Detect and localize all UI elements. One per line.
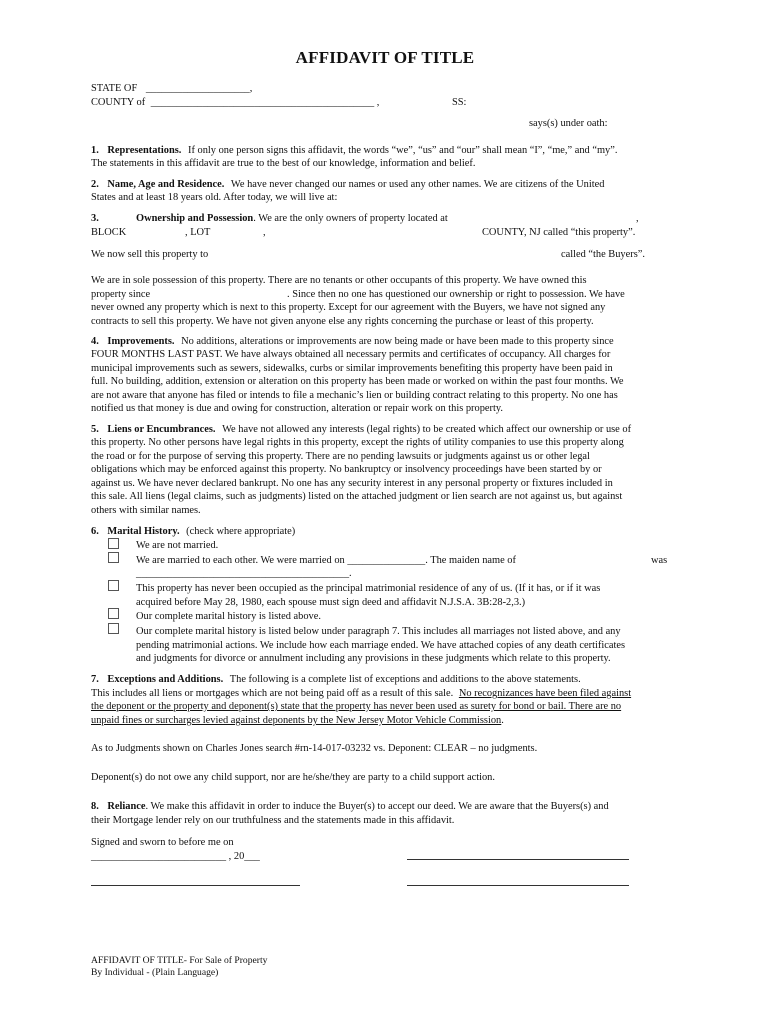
lot-comma: , [263, 227, 266, 238]
section-4-text: No additions, alterations or improvements are now being made or have been made to this property since [181, 336, 614, 347]
section-7-line-2a: This includes all liens or mortgages which are not being paid off as a result of this sale. [91, 688, 454, 699]
section-2-text: We have never changed our names or used any other names. We are citizens of the United [230, 179, 605, 190]
possession-line-3: never owned any property which is next to this property. Except for our agreement with the Buyers, we have not signed any [91, 302, 606, 313]
section-1-heading: Representations. [107, 145, 182, 156]
section-4-heading: Improvements. [107, 336, 175, 347]
section-5-line-2: this property. No other persons have legal rights in this property, except the rights of utility companies to use this property along [91, 437, 624, 448]
section-7-number: 7. [91, 674, 99, 685]
buyers-label: called “the Buyers”. [561, 249, 645, 260]
section-7-line-2 [91, 687, 631, 700]
county-blank: ___________________________________________ , [150, 97, 380, 108]
section-1-text: If only one person signs this affidavit, the words “we”, “us” and “our” shall mean “I”, “me,” and “my”. [188, 145, 618, 156]
state-blank: ____________________, [145, 83, 253, 94]
section-8-heading: Reliance [107, 801, 146, 812]
checkbox-history-below[interactable] [108, 623, 119, 634]
section-2-heading: Name, Age and Residence. [107, 179, 225, 190]
section-3-number: 3. [91, 213, 99, 224]
section-6-heading: Marital History. [107, 526, 180, 537]
section-5-line-5: against us. We have never declared bankrupt. No one has any security interest in any personal property or fixtures included in [91, 478, 613, 489]
section-8-number: 8. [91, 801, 99, 812]
section-3-heading: Ownership and Possession [136, 213, 254, 224]
section-2-number: 2. [91, 179, 99, 190]
possession-line-4: contracts to sell this property. We have not given anyone else any rights concerning the purchase or least of this property. [91, 316, 594, 327]
section-7-line-4 [91, 714, 504, 727]
possession-line-2b: . Since then no one has questioned our ownership or right to possession. We have [287, 289, 625, 300]
option-history-above: Our complete marital history is listed above. [136, 611, 321, 622]
section-7-line-1 [91, 673, 581, 686]
section-5-line-7: others with similar names. [91, 505, 201, 516]
state-label: STATE OF [91, 83, 138, 94]
section-5-line-1 [91, 423, 631, 436]
option-history-below-1: Our complete marital history is listed below under paragraph 7. This includes all marriages not listed above, and any [136, 626, 621, 637]
section-7-line-4a: unpaid fines or surcharges levied against deponents by the New Jersey Motor Vehicle Commission [91, 715, 502, 726]
section-1-number: 1. [91, 145, 99, 156]
section-4-number: 4. [91, 336, 99, 347]
section-6-number: 6. [91, 526, 99, 537]
section-7-line-3: the deponent or the property and deponent(s) state that the property has never been used as surety for bond or bail. There are no [91, 701, 622, 712]
checkbox-married[interactable] [108, 552, 119, 563]
section-1-line-1 [91, 144, 617, 157]
block-label: BLOCK [91, 227, 127, 238]
option-history-below-2: pending matrimonial actions. We include how each marriage ended. We have attached copies of any death certificates [136, 640, 625, 651]
county-line [91, 96, 379, 109]
section-5-line-3: the road or for the purpose of serving this property. There are no pending lawsuits or judgments against us or other legal [91, 451, 590, 462]
maiden-name-blank: _________________________________________. [136, 568, 352, 579]
option-never-occupied-2: acquired before May 28, 1980, each spouse must sign deed and affidavit N.J.S.A. 3B:28-2,3.) [136, 597, 526, 608]
signature-line-1[interactable] [407, 859, 629, 860]
sell-to-label: We now sell this property to [91, 249, 209, 260]
section-5-number: 5. [91, 424, 99, 435]
option-married: We are married to each other. We were married on _______________. The maiden name of [136, 555, 516, 566]
option-married-was: was [651, 555, 668, 566]
section-7-heading: Exceptions and Additions. [107, 674, 224, 685]
section-4-line-3: municipal improvements such as sewers, sidewalks, curbs or similar improvements benefiting this property have been paid in [91, 363, 613, 374]
county-label: COUNTY of [91, 97, 146, 108]
says-under-oath: says(s) under oath: [529, 118, 608, 129]
possession-line-2a: property since [91, 289, 151, 300]
section-5-line-6: this sale. All liens (legal claims, such as judgments) listed on the attached judgment or lien search are not against us, but against [91, 491, 623, 502]
section-5-heading: Liens or Encumbrances. [107, 424, 216, 435]
judgments-statement: As to Judgments shown on Charles Jones search #rn-14-017-03232 vs. Deponent: CLEAR – no judgments. [91, 743, 538, 754]
footer-line-2: By Individual - (Plain Language) [91, 967, 219, 978]
option-not-married: We are not married. [136, 540, 219, 551]
location-comma: , [636, 213, 639, 224]
checkbox-not-married[interactable] [108, 538, 119, 549]
section-7-text: The following is a complete list of exceptions and additions to the above statements. [229, 674, 581, 685]
checkbox-history-above[interactable] [108, 608, 119, 619]
section-5-line-4: obligations which may be enforced against this property. No bankruptcy or insolvency proceedings have been started by or [91, 464, 602, 475]
section-6-line-1 [91, 525, 295, 538]
option-never-occupied-1: This property has never been occupied as the principal matrimonial residence of any of us. (If it has, or if it was [136, 583, 601, 594]
section-7-line-2b: No recognizances have been filed against [458, 688, 632, 699]
section-4-line-5: are not aware that anyone has filed or intends to file a mechanic’s lien or building contract relating to this property. No one has [91, 390, 618, 401]
section-2-line-2: States and at least 18 years old. After today, we will live at: [91, 192, 338, 203]
state-line [91, 82, 252, 95]
county-nj-label: COUNTY, NJ called “this property”. [482, 227, 636, 238]
footer-line-1: AFFIDAVIT OF TITLE- For Sale of Property [91, 955, 268, 966]
signature-line-2[interactable] [407, 885, 629, 886]
section-1-line-2: The statements in this affidavit are true to the best of our knowledge, information and belief. [91, 158, 476, 169]
section-4-line-2: FOUR MONTHS LAST PAST. We have always obtained all necessary permits and certificates of occupancy. All charges for [91, 349, 611, 360]
section-3-line-1 [136, 212, 448, 225]
section-8-text: . We make this affidavit in order to induce the Buyer(s) to accept our deed. We are aware that the Buyers(s) and [145, 801, 609, 812]
ss-label: SS: [452, 97, 467, 108]
notary-signature-line[interactable] [91, 885, 300, 886]
lot-label: , LOT [185, 227, 211, 238]
checkbox-never-occupied[interactable] [108, 580, 119, 591]
section-3-text: . We are the only owners of property located at [253, 213, 448, 224]
section-4-line-1 [91, 335, 614, 348]
section-2-line-1 [91, 178, 604, 191]
section-4-line-6: notified us that money is due and owing for construction, alteration or repair work on this property. [91, 403, 503, 414]
sworn-date-line: __________________________ , 20___ [91, 851, 260, 862]
possession-line-1: We are in sole possession of this property. There are no tenants or other occupants of this property. We have owned this [91, 275, 587, 286]
option-history-below-3: and judgments for divorce or annulment including any provisions in these judgments which relate to this property. [136, 653, 611, 664]
section-6-note: (check where appropriate) [186, 526, 296, 537]
section-4-line-4: full. No building, addition, extension or alteration on this property has been made or worked on within the past four months. We [91, 376, 624, 387]
section-8-line-1 [91, 800, 609, 813]
child-support-statement: Deponent(s) do not owe any child support, nor are he/she/they are party to a child support action. [91, 772, 495, 783]
section-7-line-4b: . [501, 715, 504, 726]
section-5-text: We have not allowed any interests (legal rights) to be created which affect our ownership or use of [222, 424, 632, 435]
section-8-line-2: their Mortgage lender rely on our truthfulness and the statements made in this affidavit. [91, 815, 455, 826]
document-title: AFFIDAVIT OF TITLE [295, 48, 475, 67]
sworn-before-label: Signed and sworn to before me on [91, 837, 234, 848]
